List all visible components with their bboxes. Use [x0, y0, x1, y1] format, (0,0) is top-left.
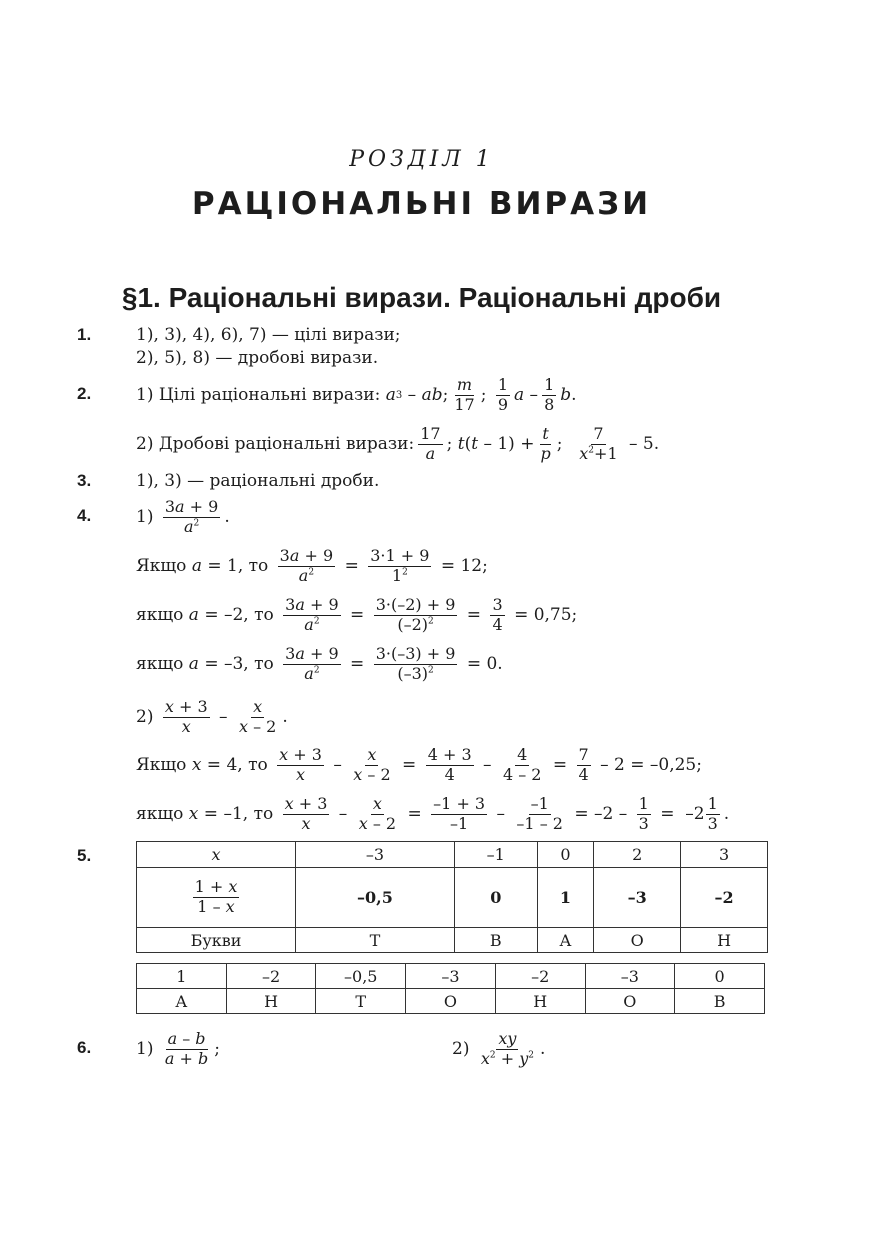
- problem-4-case-3: якщо a = –3, то $\frac{3a + 9}{a^2}$ = $\frac{3\cdot(-3) + 9}{(-3)^2}$ = 0.: [136, 643, 503, 683]
- table-cell: Букви: [137, 928, 296, 953]
- table-row: [137, 842, 768, 868]
- problem-3-text: 1), 3) — раціональні дроби.: [136, 471, 380, 491]
- table-row: [137, 868, 768, 928]
- table-cell: –0,5: [296, 868, 455, 928]
- problem-number-4: 4.: [77, 506, 92, 525]
- problem-4-case-1: Якщо a = 1, то $\frac{3a + 9}{a^2}$ = $\frac{3\cdot 1 + 9}{1^2}$ = 12;: [136, 545, 488, 585]
- if-word: Якщо: [136, 556, 187, 576]
- table-cell: В: [454, 928, 537, 953]
- table-cell: А: [537, 928, 594, 953]
- problem-number-1: 1.: [77, 325, 92, 344]
- result-4: – 2 = –0,25;: [600, 755, 702, 775]
- table-cell: –2: [681, 868, 768, 928]
- problem-1-line-1: 1), 3), 4), 6), 7) — цілі вирази;: [136, 325, 401, 345]
- table-cell: 1: [537, 868, 594, 928]
- table-row: [137, 964, 765, 989]
- table-cell: В: [675, 989, 765, 1014]
- problem-4-case-5: якщо x = –1, то $\frac{x + 3}{x}$ – $\frac{x}{x - 2}$ = $\frac{-1 + 3}{-1}$ – $\frac{-1}{-1 - 2}$ = –2 – $\frac{1}{3}$ = –2 $\frac{1}{3}$ .: [136, 793, 730, 833]
- table-cell: 0: [675, 964, 765, 989]
- problem-number-2: 2.: [77, 384, 92, 403]
- table-cell: Н: [226, 989, 316, 1014]
- table-cell: –1: [454, 842, 537, 868]
- answer-table: [136, 963, 765, 1014]
- problem-number-6: 6.: [77, 1038, 92, 1057]
- result-1: = 12;: [440, 556, 488, 576]
- problem-number-5: 5.: [77, 846, 92, 865]
- chapter-title: РАЦІОНАЛЬНІ ВИРАЗИ: [191, 186, 652, 222]
- problem-4-case-2: якщо a = –2, то $\frac{3a + 9}{a^2}$ = $\frac{3\cdot(-2) + 9}{(-2)^2}$ = $\frac{3}{4}$ = 0,75;: [136, 594, 578, 634]
- problem-2-text-1: 1) Цілі раціональні вирази:: [136, 385, 381, 405]
- problem-4-case-4: Якщо x = 4, то $\frac{x + 3}{x}$ – $\frac{x}{x - 2}$ = $\frac{4 + 3}{4}$ – $\frac{4}{4 - 2}$ = $\frac{7}{4}$ – 2 = –0,25;: [136, 744, 702, 784]
- table-cell: Н: [681, 928, 768, 953]
- table-cell: О: [585, 989, 675, 1014]
- table-cell: Т: [316, 989, 406, 1014]
- table-row: [137, 989, 765, 1014]
- table-cell: $\frac{1 + x}{1 - x}$: [137, 868, 296, 928]
- if-word: якщо: [136, 605, 184, 625]
- result-2: = 0,75;: [514, 605, 578, 625]
- table-cell: –2: [226, 964, 316, 989]
- table-cell: –0,5: [316, 964, 406, 989]
- table-cell: Т: [296, 928, 455, 953]
- problem-4-part-1: 1) $\frac{3a + 9}{a^2}$ .: [136, 496, 230, 536]
- table-cell: О: [406, 989, 496, 1014]
- problem-number-3: 3.: [77, 471, 92, 490]
- table-cell: –3: [296, 842, 455, 868]
- result-3: = 0.: [466, 654, 503, 674]
- table-cell: Н: [495, 989, 585, 1014]
- table-cell: А: [137, 989, 227, 1014]
- table-cell: 0: [537, 842, 594, 868]
- table-cell: x: [137, 842, 296, 868]
- chapter-label: РОЗДІЛ 1: [349, 147, 494, 172]
- problem-6-part-2: 2) $\frac{xy}{x^2 + y^2}$ .: [452, 1028, 546, 1068]
- table-cell: 3: [681, 842, 768, 868]
- table-cell: –2: [495, 964, 585, 989]
- problem-1-line-2: 2), 5), 8) — дробові вирази.: [136, 348, 379, 368]
- if-word: якщо: [136, 654, 184, 674]
- problem-2-text-2: 2) Дробові раціональні вирази:: [136, 434, 415, 454]
- problem-4-part-2: 2) $\frac{x + 3}{x}$ – $\frac{x}{x - 2}$ .: [136, 696, 288, 736]
- table-cell: О: [594, 928, 681, 953]
- problem-6-part-1: 1) $\frac{a - b}{a + b}$ ;: [136, 1028, 220, 1068]
- table-cell: 1: [137, 964, 227, 989]
- table-cell: 0: [454, 868, 537, 928]
- if-word: якщо: [136, 804, 184, 824]
- problem-2-line-1: 1) Цілі раціональні вирази: a 3 – ab ; $\frac{m}{17}$ ; $\frac{1}{9}$ a – $\frac{1}{8}$ b .: [136, 374, 577, 414]
- table-cell: –3: [594, 868, 681, 928]
- section-title: §1. Раціональні вирази. Раціональні дроби: [121, 282, 722, 313]
- table-cell: 2: [594, 842, 681, 868]
- table-cell: –3: [406, 964, 496, 989]
- function-values-table: [136, 841, 768, 953]
- table-row: [137, 928, 768, 953]
- if-word: Якщо: [136, 755, 187, 775]
- problem-2-line-2: 2) Дробові раціональні вирази: $\frac{17}{a}$ ; t ( t – 1) + $\frac{t}{p}$ ; $\frac{7}{x^2+1}$ – 5.: [136, 423, 660, 463]
- table-cell: –3: [585, 964, 675, 989]
